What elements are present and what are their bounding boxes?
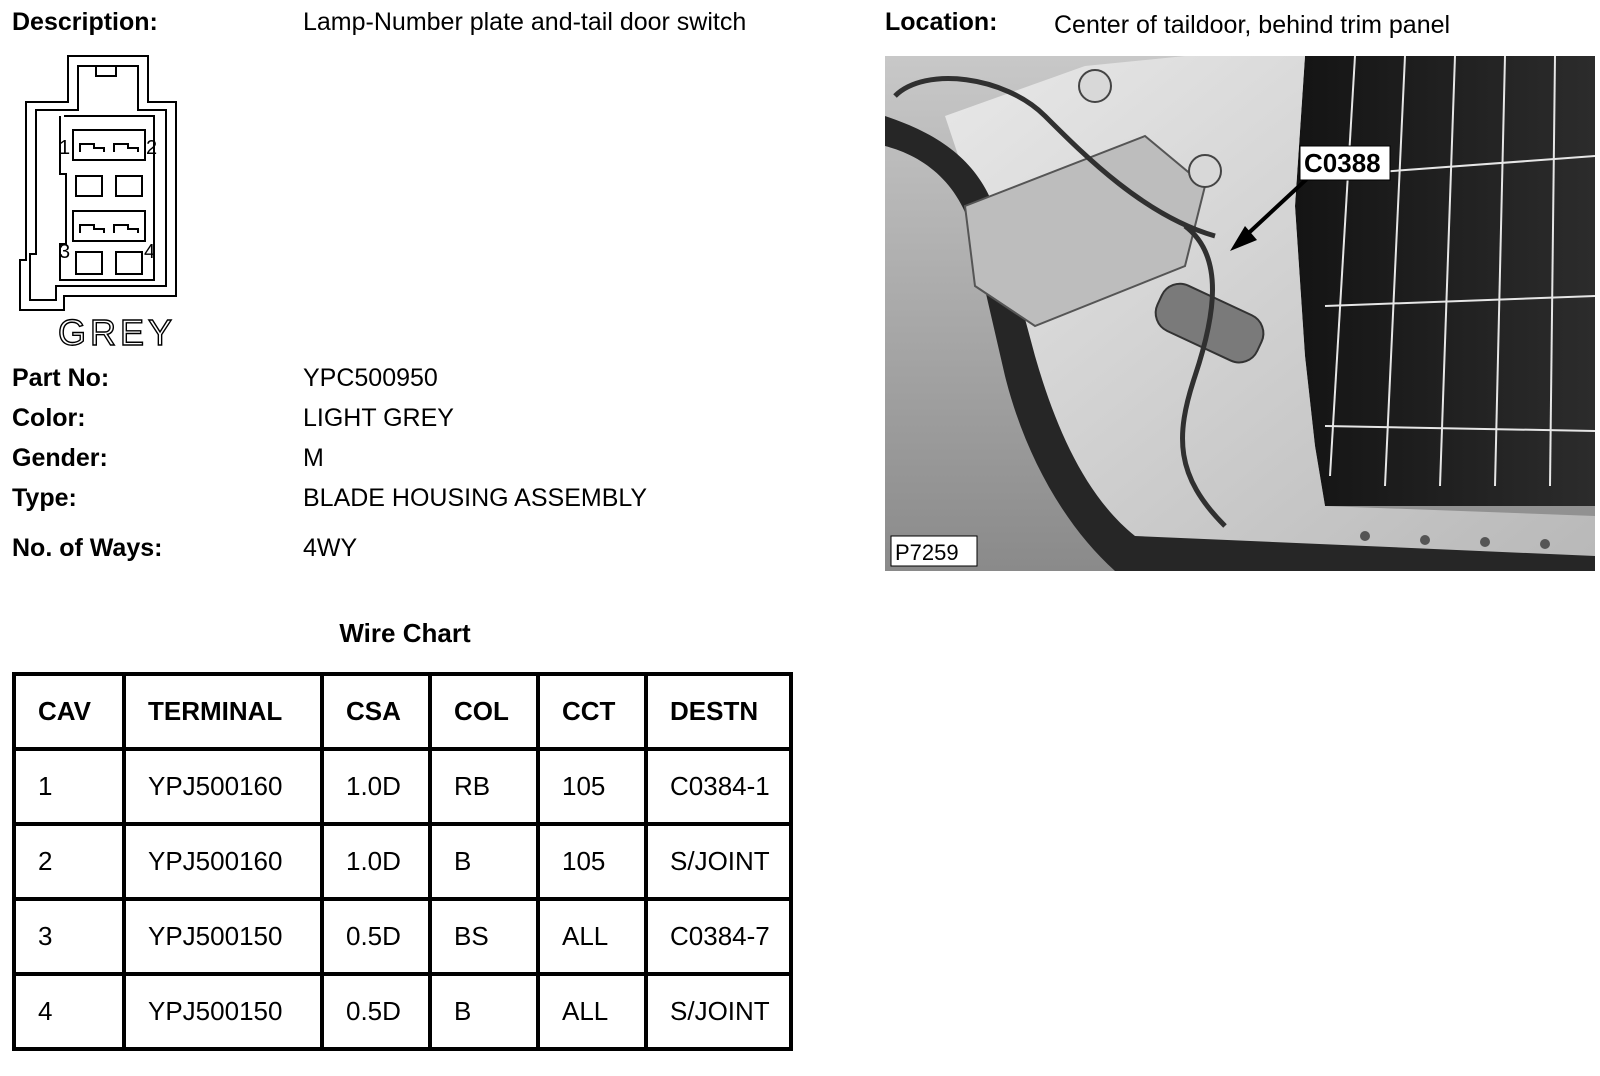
table-header-row <box>14 674 791 749</box>
table-row <box>14 749 791 824</box>
taildoor-photo-icon <box>885 56 1595 571</box>
cell-cct: ALL <box>538 899 646 974</box>
color-value: LIGHT GREY <box>303 404 454 432</box>
header-destn: DESTN <box>646 674 791 749</box>
cell-col: BS <box>430 899 538 974</box>
cell-cav: 4 <box>14 974 124 1049</box>
location-value: Center of taildoor, behind trim panel <box>1054 11 1451 39</box>
photo-figure-id: P7259 <box>895 540 959 565</box>
cell-terminal: YPJ500160 <box>124 749 322 824</box>
pin-4-label: 4 <box>144 241 156 263</box>
header-terminal: TERMINAL <box>124 674 322 749</box>
location-photo <box>885 56 1595 571</box>
type-label: Type: <box>12 484 77 512</box>
description-label: Description: <box>12 8 158 36</box>
cell-terminal: YPJ500150 <box>124 899 322 974</box>
pin-2-label: 2 <box>146 137 158 159</box>
cell-cct: 105 <box>538 824 646 899</box>
cell-cct: 105 <box>538 749 646 824</box>
gender-label: Gender: <box>12 444 108 472</box>
table-row <box>14 899 791 974</box>
cell-cav: 2 <box>14 824 124 899</box>
cell-destn: C0384-7 <box>646 899 791 974</box>
gender-value: M <box>303 444 324 472</box>
connector-diagram <box>14 54 184 354</box>
photo-callout-label: C0388 <box>1304 148 1381 178</box>
connector-face-icon <box>14 54 184 354</box>
cell-terminal: YPJ500160 <box>124 824 322 899</box>
cell-csa: 0.5D <box>322 974 430 1049</box>
part-no-label: Part No: <box>12 364 110 392</box>
table-row <box>14 974 791 1049</box>
wire-chart-table <box>12 672 793 1051</box>
wire-chart-title: Wire Chart <box>339 618 471 648</box>
description-value: Lamp-Number plate and-tail door switch <box>303 8 747 36</box>
ways-value: 4WY <box>303 534 358 562</box>
cell-csa: 0.5D <box>322 899 430 974</box>
location-label: Location: <box>885 8 998 36</box>
header-cct: CCT <box>538 674 646 749</box>
cell-col: B <box>430 824 538 899</box>
pin-1-label: 1 <box>59 137 71 159</box>
header-cav: CAV <box>14 674 124 749</box>
cell-col: B <box>430 974 538 1049</box>
part-no-value: YPC500950 <box>303 364 438 392</box>
cell-destn: S/JOINT <box>646 974 791 1049</box>
connector-color-label: GREY <box>58 312 177 353</box>
type-value: BLADE HOUSING ASSEMBLY <box>303 484 648 512</box>
cell-csa: 1.0D <box>322 824 430 899</box>
header-csa: CSA <box>322 674 430 749</box>
cell-csa: 1.0D <box>322 749 430 824</box>
table-row <box>14 824 791 899</box>
ways-label: No. of Ways: <box>12 534 163 562</box>
color-label: Color: <box>12 404 86 432</box>
cell-col: RB <box>430 749 538 824</box>
header-col: COL <box>430 674 538 749</box>
pin-3-label: 3 <box>59 241 71 263</box>
cell-cav: 1 <box>14 749 124 824</box>
cell-destn: S/JOINT <box>646 824 791 899</box>
cell-cct: ALL <box>538 974 646 1049</box>
cell-cav: 3 <box>14 899 124 974</box>
cell-terminal: YPJ500150 <box>124 974 322 1049</box>
cell-destn: C0384-1 <box>646 749 791 824</box>
